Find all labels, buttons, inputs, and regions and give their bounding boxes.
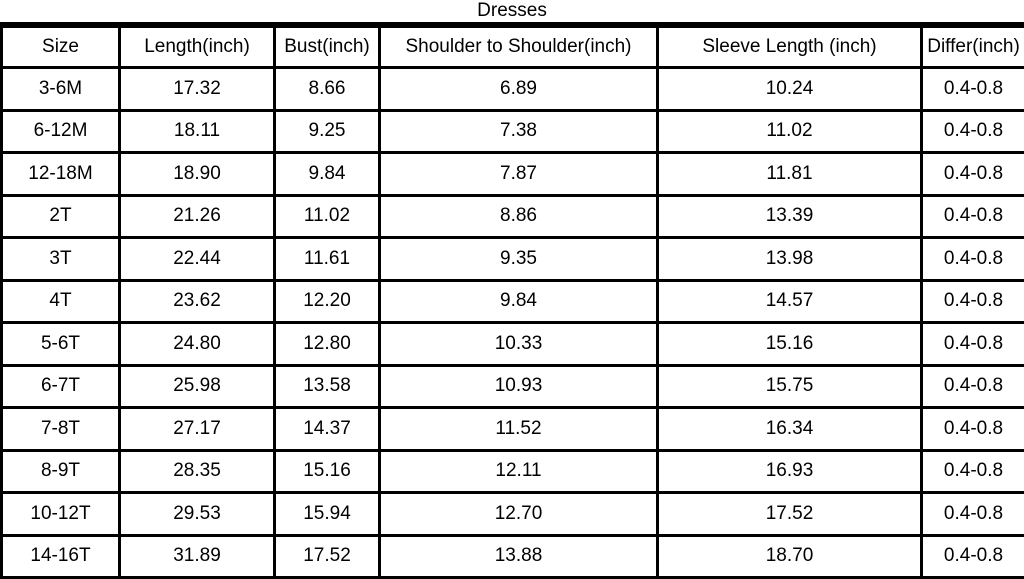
cell-bust: 12.20 <box>275 280 380 323</box>
cell-sleeve: 18.70 <box>658 535 922 578</box>
table-row <box>2 535 1024 578</box>
cell-bust: 11.02 <box>275 195 380 238</box>
cell-shoulder: 10.33 <box>380 323 658 366</box>
cell-shoulder: 10.93 <box>380 365 658 408</box>
cell-shoulder: 12.11 <box>380 450 658 493</box>
cell-bust: 12.80 <box>275 323 380 366</box>
cell-size: 4T <box>2 280 120 323</box>
cell-differ: 0.4-0.8 <box>922 493 1024 536</box>
cell-bust: 8.66 <box>275 68 380 111</box>
table-row <box>2 195 1024 238</box>
cell-sleeve: 11.81 <box>658 153 922 196</box>
cell-length: 28.35 <box>120 450 275 493</box>
cell-differ: 0.4-0.8 <box>922 238 1024 281</box>
cell-sleeve: 14.57 <box>658 280 922 323</box>
cell-bust: 9.84 <box>275 153 380 196</box>
cell-sleeve: 11.02 <box>658 110 922 153</box>
cell-size: 3-6M <box>2 68 120 111</box>
cell-length: 29.53 <box>120 493 275 536</box>
cell-bust: 11.61 <box>275 238 380 281</box>
cell-length: 27.17 <box>120 408 275 451</box>
cell-bust: 15.94 <box>275 493 380 536</box>
cell-differ: 0.4-0.8 <box>922 280 1024 323</box>
cell-sleeve: 13.98 <box>658 238 922 281</box>
cell-size: 8-9T <box>2 450 120 493</box>
page-title: Dresses <box>477 0 547 22</box>
cell-bust: 13.58 <box>275 365 380 408</box>
column-header-bust: Bust(inch) <box>275 27 380 68</box>
cell-shoulder: 7.38 <box>380 110 658 153</box>
cell-size: 12-18M <box>2 153 120 196</box>
cell-differ: 0.4-0.8 <box>922 450 1024 493</box>
table-row <box>2 153 1024 196</box>
cell-shoulder: 13.88 <box>380 535 658 578</box>
column-header-differ: Differ(inch) <box>922 27 1024 68</box>
cell-size: 3T <box>2 238 120 281</box>
cell-length: 18.11 <box>120 110 275 153</box>
cell-size: 7-8T <box>2 408 120 451</box>
cell-bust: 14.37 <box>275 408 380 451</box>
table-row <box>2 280 1024 323</box>
table-row <box>2 110 1024 153</box>
cell-length: 23.62 <box>120 280 275 323</box>
cell-shoulder: 9.35 <box>380 238 658 281</box>
cell-size: 10-12T <box>2 493 120 536</box>
cell-shoulder: 12.70 <box>380 493 658 536</box>
cell-differ: 0.4-0.8 <box>922 535 1024 578</box>
cell-sleeve: 15.75 <box>658 365 922 408</box>
cell-size: 5-6T <box>2 323 120 366</box>
table-row <box>2 238 1024 281</box>
cell-length: 25.98 <box>120 365 275 408</box>
cell-sleeve: 17.52 <box>658 493 922 536</box>
cell-shoulder: 6.89 <box>380 68 658 111</box>
cell-length: 24.80 <box>120 323 275 366</box>
table-body <box>2 68 1024 578</box>
column-header-size: Size <box>2 27 120 68</box>
cell-size: 2T <box>2 195 120 238</box>
cell-shoulder: 7.87 <box>380 153 658 196</box>
column-header-length: Length(inch) <box>120 27 275 68</box>
cell-length: 22.44 <box>120 238 275 281</box>
cell-length: 17.32 <box>120 68 275 111</box>
cell-shoulder: 11.52 <box>380 408 658 451</box>
cell-differ: 0.4-0.8 <box>922 365 1024 408</box>
table-row <box>2 68 1024 111</box>
cell-size: 14-16T <box>2 535 120 578</box>
cell-shoulder: 9.84 <box>380 280 658 323</box>
chart-title-row <box>0 0 1024 25</box>
table-row <box>2 323 1024 366</box>
cell-sleeve: 10.24 <box>658 68 922 111</box>
column-header-shoulder: Shoulder to Shoulder(inch) <box>380 27 658 68</box>
cell-length: 18.90 <box>120 153 275 196</box>
cell-sleeve: 16.34 <box>658 408 922 451</box>
table-row <box>2 493 1024 536</box>
header-row <box>2 27 1024 68</box>
cell-differ: 0.4-0.8 <box>922 110 1024 153</box>
cell-sleeve: 15.16 <box>658 323 922 366</box>
cell-length: 31.89 <box>120 535 275 578</box>
cell-differ: 0.4-0.8 <box>922 323 1024 366</box>
cell-bust: 17.52 <box>275 535 380 578</box>
table-header <box>2 27 1024 68</box>
cell-size: 6-12M <box>2 110 120 153</box>
cell-differ: 0.4-0.8 <box>922 408 1024 451</box>
table-row <box>2 450 1024 493</box>
table-row <box>2 365 1024 408</box>
table-row <box>2 408 1024 451</box>
cell-length: 21.26 <box>120 195 275 238</box>
cell-sleeve: 16.93 <box>658 450 922 493</box>
cell-sleeve: 13.39 <box>658 195 922 238</box>
cell-size: 6-7T <box>2 365 120 408</box>
column-header-sleeve: Sleeve Length (inch) <box>658 27 922 68</box>
size-table <box>0 25 1024 579</box>
cell-differ: 0.4-0.8 <box>922 195 1024 238</box>
cell-shoulder: 8.86 <box>380 195 658 238</box>
cell-differ: 0.4-0.8 <box>922 68 1024 111</box>
cell-bust: 9.25 <box>275 110 380 153</box>
cell-differ: 0.4-0.8 <box>922 153 1024 196</box>
cell-bust: 15.16 <box>275 450 380 493</box>
